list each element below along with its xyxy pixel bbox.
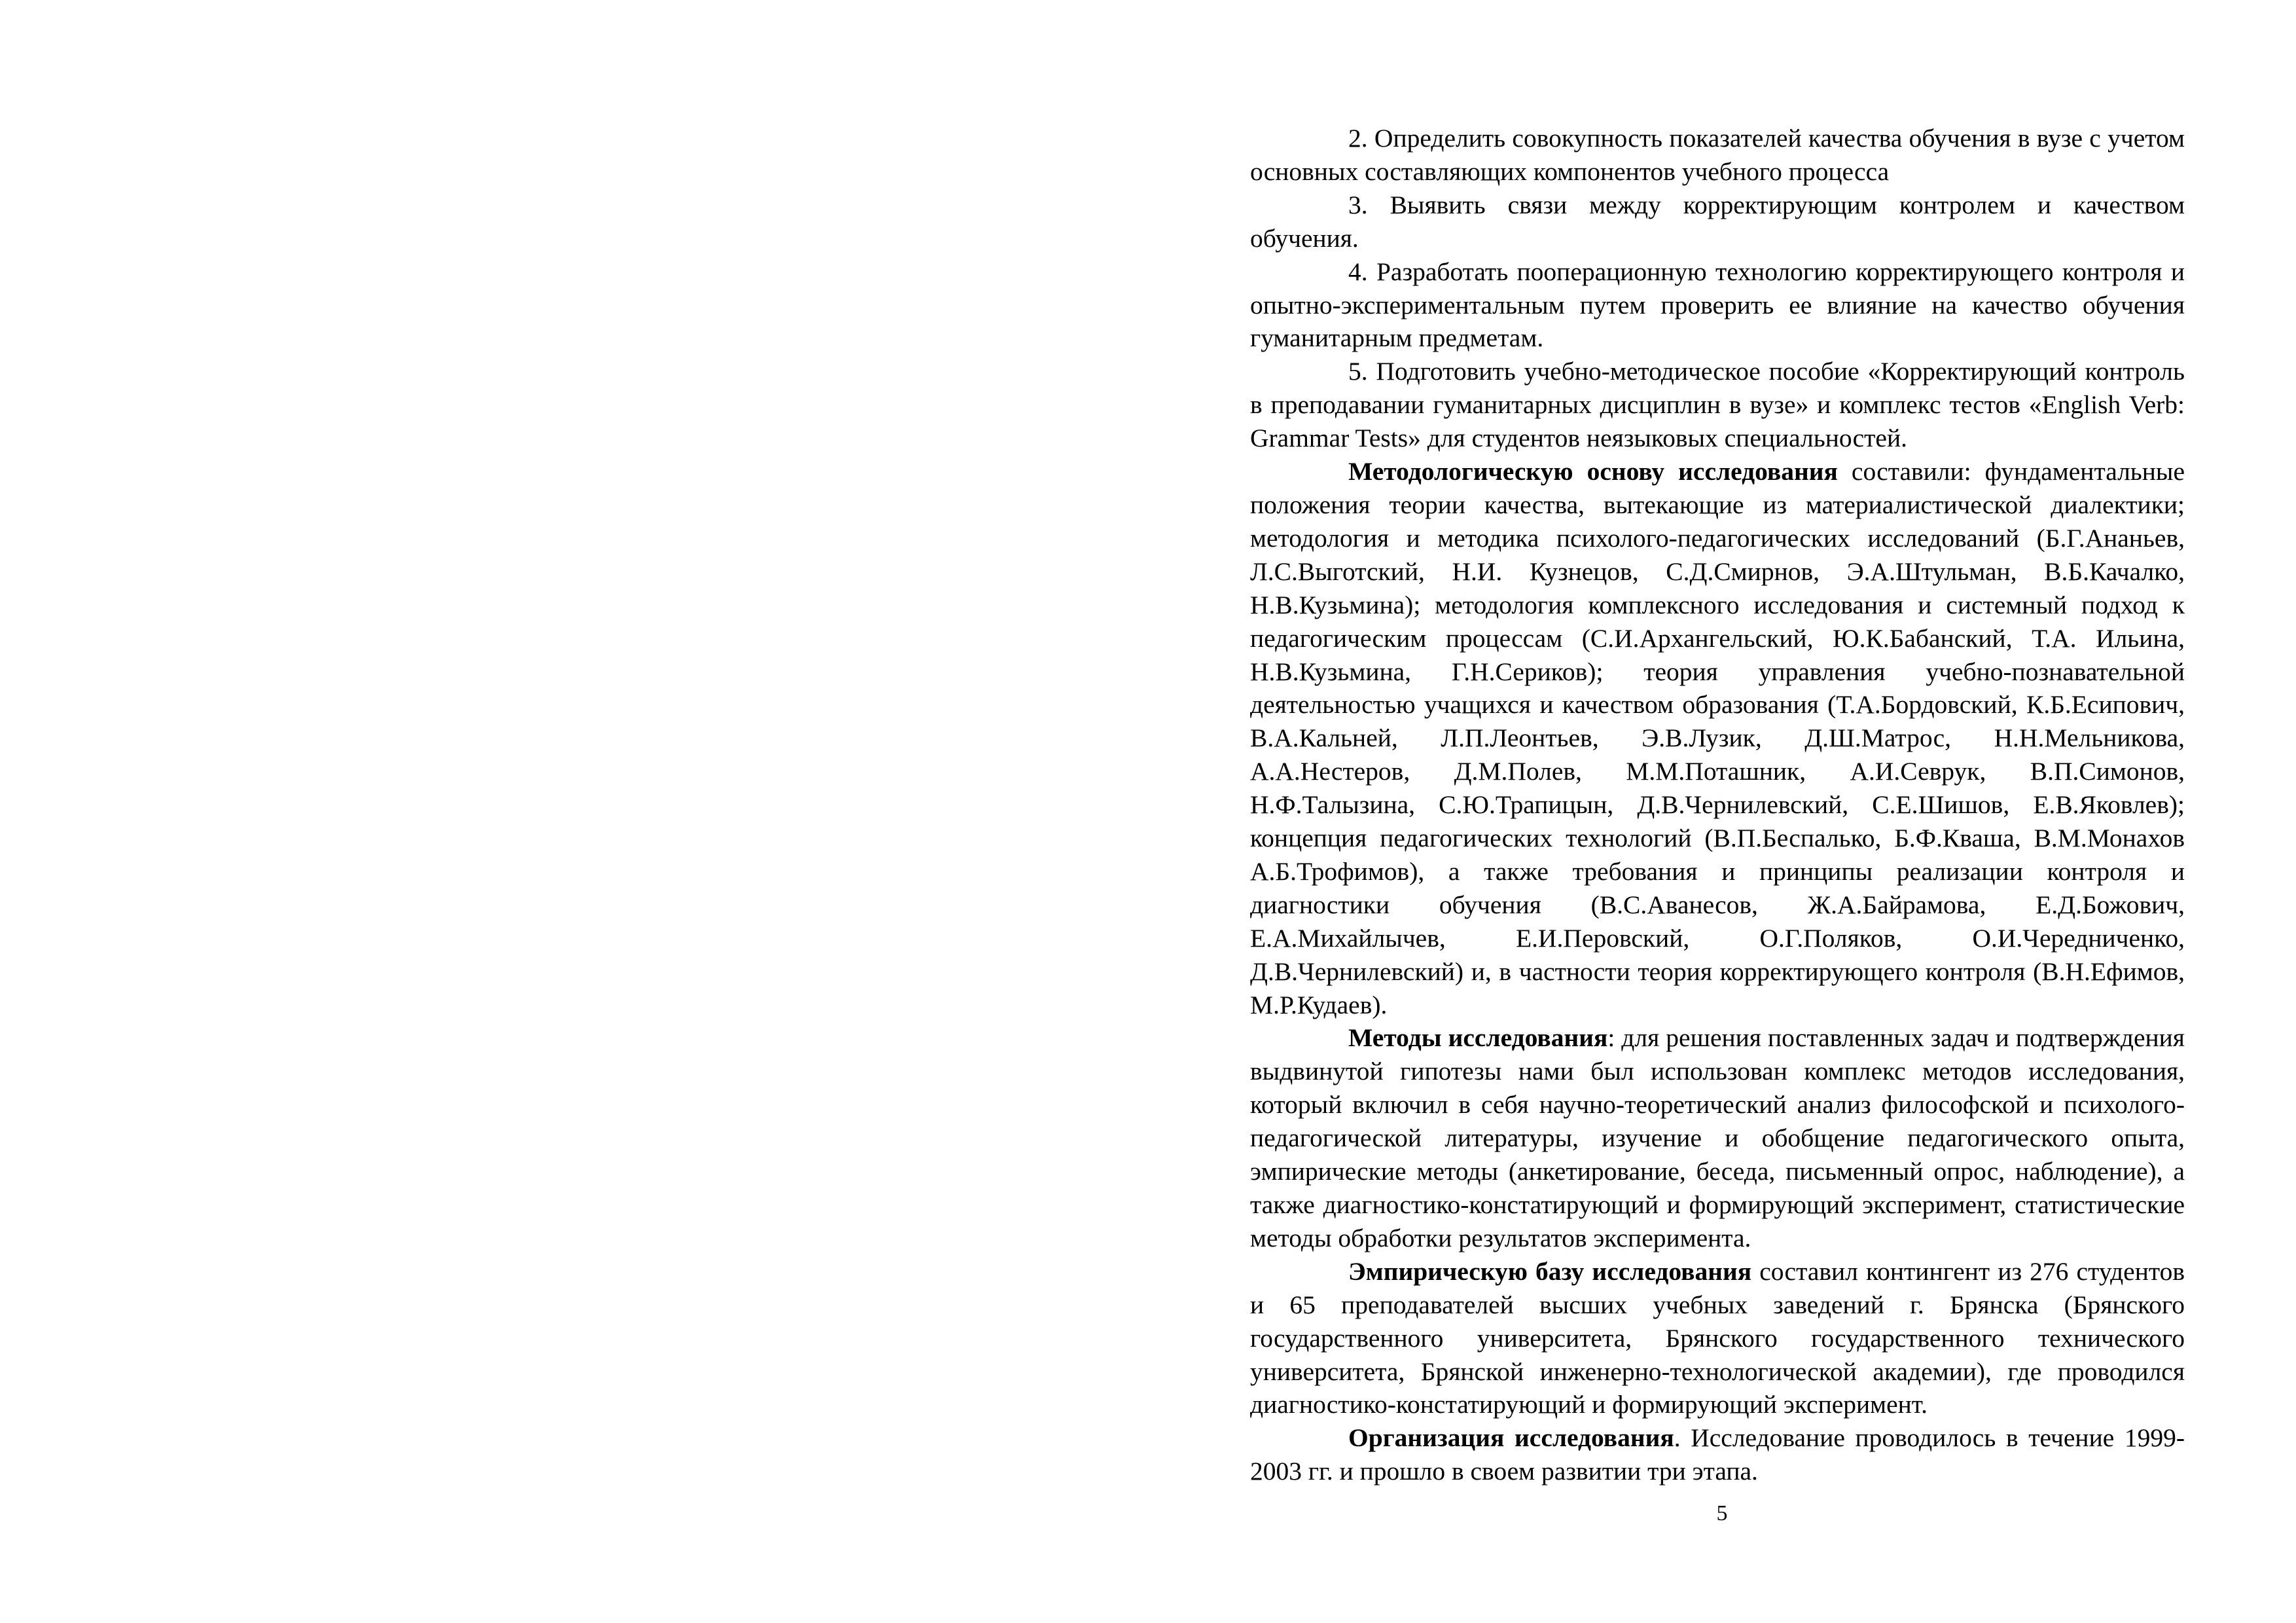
right-page	[1148, 0, 2296, 1623]
empirical-base-text: составил контингент из 276 студентов и 65 преподавателей высших учебных заведений г. Брянска (Брянского государственного университета, Брянского государственного технического университета, Брянской инженерно-технологической академии), где проводился диагностико-констатирующий и формирующий эксперимент.	[1250, 1256, 2185, 1419]
empirical-base-paragraph	[1250, 1255, 2185, 1422]
organization-text: . Исследование проводилось в течение 1999-2003 гг. и прошло в своем развитии три этапа.	[1250, 1423, 2185, 1486]
task-5-paragraph: 5. Подготовить учебно-методическое пособие «Корректирующий контроль в преподавании гуманитарных дисциплин в вузе» и комплекс тестов «English Verb: Grammar Tests» для студентов неязыковых специальностей.	[1250, 357, 2185, 453]
organization-paragraph	[1250, 1421, 2185, 1488]
methodology-paragraph	[1250, 455, 2185, 1021]
task-4-paragraph: 4. Разработать пооперационную технологию корректирующего контроля и опытно-экспериментальным путем проверить ее влияние на качество обучения гуманитарным предметам.	[1250, 257, 2185, 353]
empirical-base-heading: Эмпирическую базу исследования	[1348, 1256, 1752, 1286]
methods-paragraph	[1250, 1021, 2185, 1254]
organization-heading: Организация исследования	[1348, 1423, 1674, 1453]
methodology-heading: Методологическую основу исследования	[1348, 457, 1838, 486]
page-number: 5	[1716, 1501, 1728, 1525]
task-3-paragraph: 3. Выявить связи между корректирующим контролем и качеством обучения.	[1250, 190, 2185, 253]
task-2-paragraph: 2. Определить совокупность показателей качества обучения в вузе с учетом основных составляющих компонентов учебного процесса	[1250, 124, 2185, 186]
methodology-text: составили: фундаментальные положения теории качества, вытекающие из материалистической диалектики; методология и методика психолого-педагогических исследований (Б.Г.Ананьев, Л.С.Выготский, Н.И. Кузнецов, С.Д.Смирнов, Э.А.Штульман, В.Б.Качалко, Н.В.Кузьмина); методология комплексного исследования и системный подход к педагогическим процессам (С.И.Архангельский, Ю.К.Бабанский, Т.А. Ильина, Н.В.Кузьмина, Г.Н.Сериков); теория управления учебно-познавательной деятельностью учащихся и качеством образования (Т.А.Бордовский, К.Б.Есипович, В.А.Кальней, Л.П.Леонтьев, Э.В.Лузик, Д.Ш.Матрос, Н.Н.Мельникова, А.А.Нестеров, Д.М.Полев, М.М.Поташник, А.И.Севрук, В.П.Симонов, Н.Ф.Талызина, С.Ю.Трапицын, Д.В.Чернилевский, С.Е.Шишов, Е.В.Яковлев); концепция педагогических технологий (В.П.Беспалько, Б.Ф.Кваша, В.М.Монахов А.Б.Трофимов), а также требования и принципы реализации контроля и диагностики обучения (В.С.Аванесов, Ж.А.Байрамова, Е.Д.Божович, Е.А.Михайлычев, Е.И.Перовский, О.Г.Поляков, О.И.Чередниченко, Д.В.Чернилевский) и, в частности теория корректирующего контроля (В.Н.Ефимов, М.Р.Кудаев).	[1250, 457, 2185, 1019]
methods-text: : для решения поставленных задач и подтверждения выдвинутой гипотезы нами был использован комплекс методов исследования, который включил в себя научно-теоретический анализ философской и психолого-педагогической литературы, изучение и обобщение педагогического опыта, эмпирические методы (анкетирование, беседа, письменный опрос, наблюдение), а также диагностико-констатирующий и формирующий эксперимент, статистические методы обработки результатов эксперимента.	[1250, 1023, 2185, 1252]
body-text	[1250, 122, 2185, 1488]
methods-heading: Методы исследования	[1348, 1023, 1608, 1053]
